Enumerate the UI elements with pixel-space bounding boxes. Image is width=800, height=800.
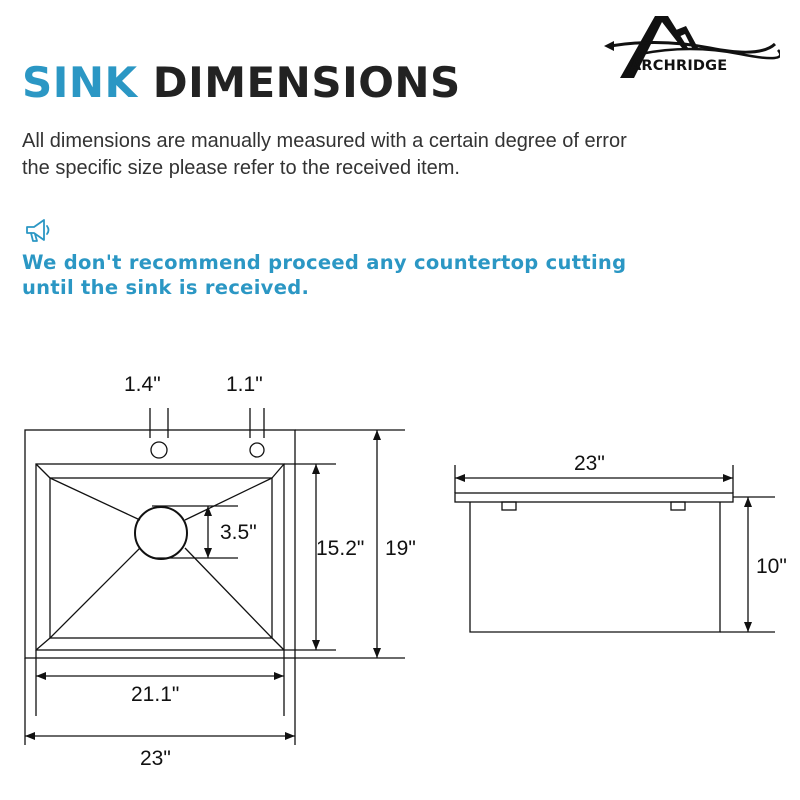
sink-top-view [25,430,295,658]
dim-outer-width: 23" [140,747,171,770]
title-rest: DIMENSIONS [152,58,461,107]
dim-drain: 3.5" [220,521,257,544]
title-accent: SINK [22,58,138,107]
description-line-1: All dimensions are manually measured with a certain degree of error [22,130,627,152]
description-line-2: the specific size please refer to the received item. [22,157,460,179]
dim-faucet-hole-1: 1.4" [124,373,161,396]
warning-line-1: We don't recommend proceed any countertop cutting [22,251,627,274]
dim-inner-length: 15.2" [316,537,365,560]
sink-side-view [455,493,733,632]
dim-outer-length: 19" [385,537,416,560]
dim-inner-width: 21.1" [131,683,180,706]
dim-depth: 10" [756,555,787,578]
dim-side-width: 23" [574,452,605,475]
dim-faucet-hole-2: 1.1" [226,373,263,396]
warning-line-2: until the sink is received. [22,276,310,299]
brand-name: ARCHRIDGE [630,58,728,74]
